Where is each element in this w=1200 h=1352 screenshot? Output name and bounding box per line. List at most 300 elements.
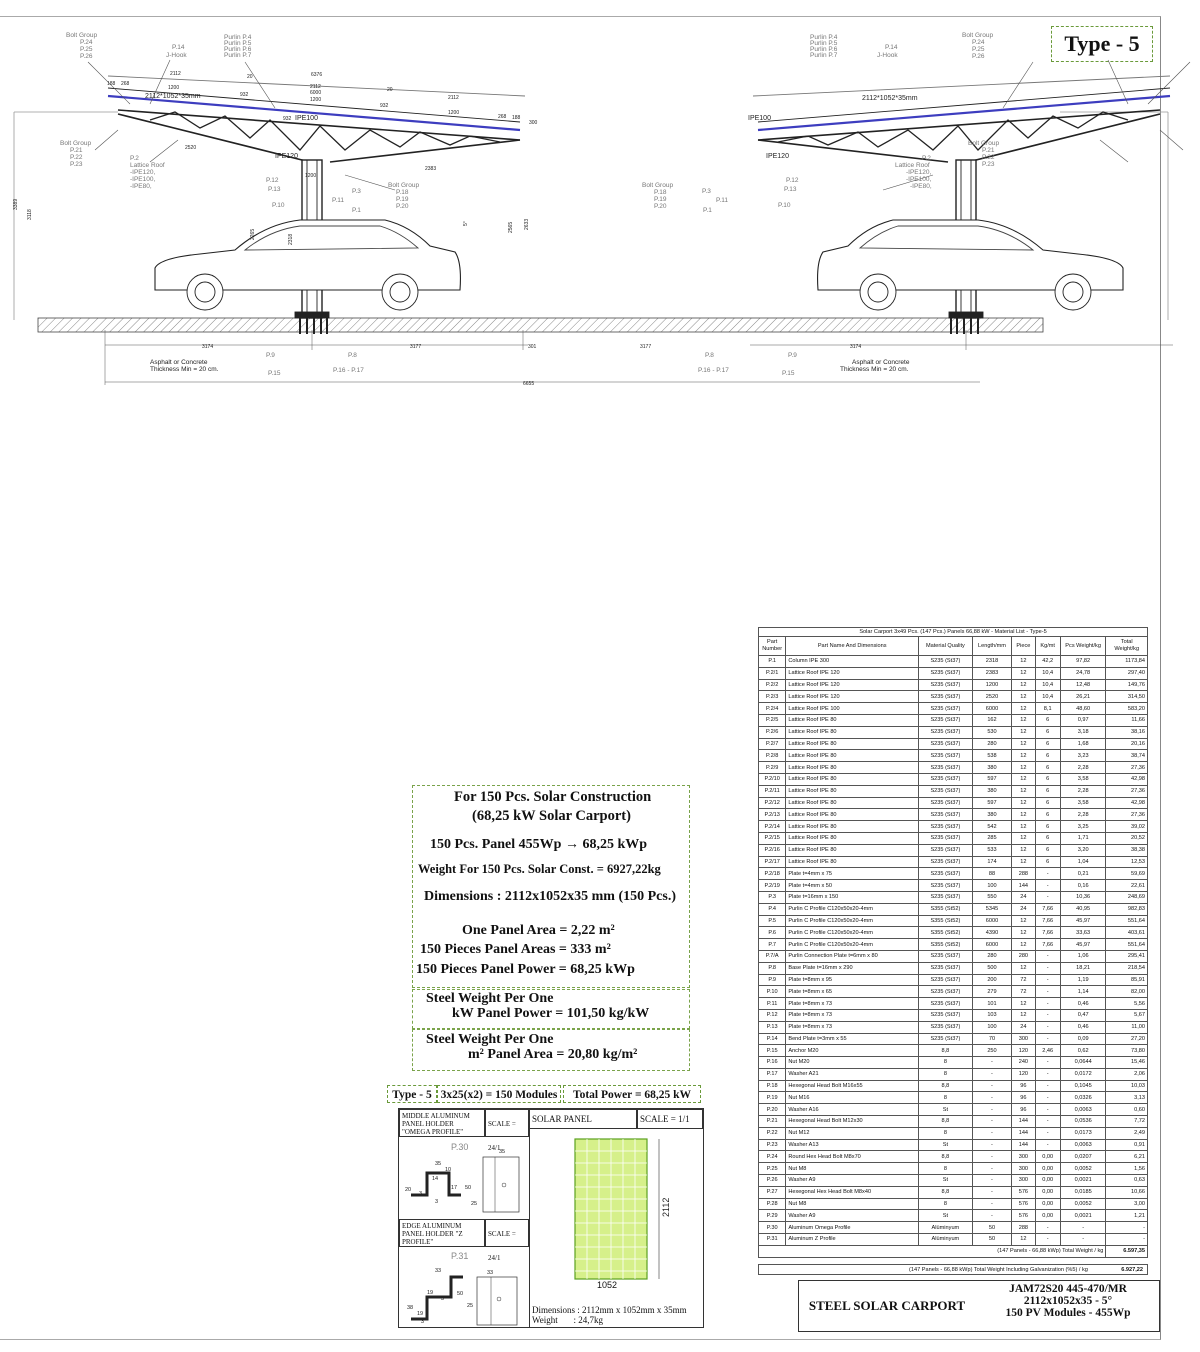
p31-label: P.31 — [451, 1251, 469, 1261]
table-cell: S235 (St37) — [919, 832, 973, 844]
table-cell: 0,0536 — [1060, 1116, 1106, 1128]
table-cell: 12 — [1012, 679, 1035, 691]
table-cell: 24 — [1012, 891, 1035, 903]
table-cell: 542 — [972, 821, 1012, 833]
table-cell: 12 — [1012, 785, 1035, 797]
table-cell: 0,0207 — [1060, 1151, 1106, 1163]
table-cell: Plate t=4mm x 75 — [786, 868, 919, 880]
table-cell: 0,16 — [1060, 880, 1106, 892]
table-cell: Alüminyum — [919, 1222, 973, 1234]
table-row — [759, 868, 1148, 880]
table-cell: 0,46 — [1060, 998, 1106, 1010]
right-panel-dim: 2112*1052*35mm — [862, 95, 918, 102]
table-cell: 0,0063 — [1060, 1104, 1106, 1116]
table-cell: S235 (St37) — [919, 1021, 973, 1033]
table-cell: Purlin C Profile C120x50x20-4mm — [786, 903, 919, 915]
total-value: 6.597,35 — [1106, 1245, 1148, 1257]
table-cell: Washer A21 — [786, 1068, 919, 1080]
table-cell: 2,46 — [1035, 1045, 1060, 1057]
table-cell: - — [1035, 986, 1060, 998]
table-cell: 8 — [919, 1092, 973, 1104]
table-row — [759, 962, 1148, 974]
spec-line-2: 2112x1052x35 - 5° — [1023, 1295, 1113, 1307]
right-p15: P.15 — [782, 370, 795, 377]
header-part-name: Part Name And Dimensions — [786, 637, 919, 656]
typebar-power: Total Power = 68,25 kW — [563, 1085, 701, 1103]
dim-2383: 2383 — [425, 166, 437, 172]
dim-301: 301 — [528, 344, 537, 350]
table-cell: 1200 — [972, 679, 1012, 691]
table-cell: 10,36 — [1060, 891, 1106, 903]
table-cell: P.2/12 — [759, 797, 786, 809]
table-cell: - — [972, 1186, 1012, 1198]
table-cell: St — [919, 1175, 973, 1187]
table-cell: 18,21 — [1060, 962, 1106, 974]
table-cell: 2,06 — [1106, 1068, 1148, 1080]
table-cell: S235 (St37) — [919, 1033, 973, 1045]
table-cell: 7,72 — [1106, 1116, 1148, 1128]
svg-text:33: 33 — [487, 1270, 494, 1276]
table-cell: 380 — [972, 785, 1012, 797]
dim-3177-a: 3177 — [410, 344, 422, 350]
table-cell: 6 — [1035, 821, 1060, 833]
table-cell: Lattice Roof IPE 120 — [786, 679, 919, 691]
table-cell: - — [972, 1163, 1012, 1175]
table-cell: P.2/4 — [759, 703, 786, 715]
table-cell: P.24 — [759, 1151, 786, 1163]
table-cell: 42,98 — [1106, 797, 1148, 809]
type-badge: Type - 5 — [1051, 26, 1153, 62]
right-lattice-roof: P.2 Lattice Roof -IPE120, -IPE100, -IPE80, — [895, 155, 932, 190]
table-cell: 24 — [1012, 1021, 1035, 1033]
table-cell: P.2/19 — [759, 880, 786, 892]
table-row — [759, 974, 1148, 986]
left-p11: P.11 — [332, 197, 345, 204]
table-cell: 0,62 — [1060, 1045, 1106, 1057]
table-cell: S235 (St37) — [919, 714, 973, 726]
left-p16-17: P.16 - P.17 — [333, 367, 364, 374]
table-cell: 12 — [1012, 797, 1035, 809]
table-cell: 73,80 — [1106, 1045, 1148, 1057]
table-cell: Lattice Roof IPE 80 — [786, 738, 919, 750]
table-cell: 3,20 — [1060, 844, 1106, 856]
table-cell: 27,36 — [1106, 762, 1148, 774]
table-cell: S235 (St37) — [919, 962, 973, 974]
table-cell: P.5 — [759, 915, 786, 927]
summary-title-1: For 150 Pcs. Solar Construction — [454, 789, 652, 805]
table-cell: 10,4 — [1035, 691, 1060, 703]
table-cell: 72 — [1012, 986, 1035, 998]
table-cell: 12,53 — [1106, 856, 1148, 868]
table-cell: 8,8 — [919, 1045, 973, 1057]
table-cell: - — [972, 1139, 1012, 1151]
dim-1200-a: 1200 — [168, 85, 180, 91]
table-cell: 0,91 — [1106, 1139, 1148, 1151]
table-row — [759, 1234, 1148, 1246]
table-cell: 0,00 — [1035, 1198, 1060, 1210]
table-cell: 1,19 — [1060, 974, 1106, 986]
table-cell: S235 (St37) — [919, 1009, 973, 1021]
table-cell: - — [972, 1092, 1012, 1104]
table-cell: 38,38 — [1106, 844, 1148, 856]
table-cell: 1,56 — [1106, 1163, 1148, 1175]
table-cell: 530 — [972, 726, 1012, 738]
header-part-number: Part Number — [759, 637, 786, 656]
table-cell: 0,63 — [1106, 1175, 1148, 1187]
table-cell: 250 — [972, 1045, 1012, 1057]
table-cell: 2383 — [972, 667, 1012, 679]
table-cell: 174 — [972, 856, 1012, 868]
table-cell: P.2/11 — [759, 785, 786, 797]
svg-text:25: 25 — [471, 1201, 478, 1207]
table-cell: 10,03 — [1106, 1080, 1148, 1092]
panel-height-dim: 2112 — [661, 1197, 671, 1217]
right-p9: P.9 — [788, 352, 797, 359]
left-p15: P.15 — [268, 370, 281, 377]
table-cell: Aluminum Z Profile — [786, 1234, 919, 1246]
table-cell: 403,61 — [1106, 927, 1148, 939]
table-cell: P.2/14 — [759, 821, 786, 833]
table-row — [759, 1139, 1148, 1151]
table-cell: 550 — [972, 891, 1012, 903]
table-cell: Nut M20 — [786, 1057, 919, 1069]
table-cell: 0,47 — [1060, 1009, 1106, 1021]
table-cell: P.2/15 — [759, 832, 786, 844]
table-cell: 10,4 — [1035, 667, 1060, 679]
table-cell: 85,91 — [1106, 974, 1148, 986]
summary-dimensions: Dimensions : 2112x1052x35 mm (150 Pcs.) — [424, 889, 676, 904]
svg-text:14: 14 — [432, 1176, 439, 1182]
svg-text:3: 3 — [435, 1199, 439, 1205]
table-cell: Plate t=16mm x 150 — [786, 891, 919, 903]
galv-value: 6.927,22 — [1121, 1267, 1143, 1273]
right-p8: P.8 — [705, 352, 714, 359]
table-row — [759, 1009, 1148, 1021]
table-cell: P.23 — [759, 1139, 786, 1151]
svg-text:50: 50 — [465, 1185, 472, 1191]
table-cell: 0,0063 — [1060, 1139, 1106, 1151]
table-cell: 12 — [1012, 667, 1035, 679]
table-cell: S235 (St37) — [919, 691, 973, 703]
table-cell: 533 — [972, 844, 1012, 856]
table-cell: 10,4 — [1035, 679, 1060, 691]
table-cell: 120 — [1012, 1045, 1035, 1057]
table-cell: P.2/10 — [759, 773, 786, 785]
table-cell: 72 — [1012, 974, 1035, 986]
table-cell: 45,97 — [1060, 939, 1106, 951]
table-cell: - — [1035, 1116, 1060, 1128]
table-cell: Lattice Roof IPE 80 — [786, 832, 919, 844]
table-cell: 1173,84 — [1106, 656, 1148, 668]
table-cell: 0,0052 — [1060, 1163, 1106, 1175]
table-cell: P.26 — [759, 1175, 786, 1187]
table-row — [759, 1175, 1148, 1187]
table-cell: 3,25 — [1060, 821, 1106, 833]
table-cell: 8 — [919, 1127, 973, 1139]
table-cell: P.2/13 — [759, 809, 786, 821]
table-cell: 300 — [1012, 1151, 1035, 1163]
panel-weight: Weight : 24,7kg — [532, 1315, 604, 1325]
table-row — [759, 714, 1148, 726]
left-lattice-roof: P.2 Lattice Roof -IPE120, -IPE100, -IPE80, — [130, 155, 165, 190]
dim-2265: 2265 — [250, 228, 256, 240]
summary-pieces-power: 150 Pieces Panel Power = 68,25 kWp — [416, 962, 635, 977]
table-row — [759, 809, 1148, 821]
table-cell: 12 — [1012, 844, 1035, 856]
table-cell: 1,68 — [1060, 738, 1106, 750]
dim-3177-b: 3177 — [640, 344, 652, 350]
svg-text:3: 3 — [419, 1191, 423, 1197]
table-cell: P.22 — [759, 1127, 786, 1139]
solar-panel-scale: SCALE = 1/1 — [637, 1109, 703, 1129]
table-row — [759, 1080, 1148, 1092]
table-row — [759, 903, 1148, 915]
table-cell: 1,14 — [1060, 986, 1106, 998]
table-cell: - — [972, 1104, 1012, 1116]
table-cell: 96 — [1012, 1104, 1035, 1116]
svg-text:50: 50 — [457, 1291, 464, 1297]
table-cell: Nut M16 — [786, 1092, 919, 1104]
dim-932-a: 932 — [240, 92, 249, 98]
table-cell: 10,66 — [1106, 1186, 1148, 1198]
table-cell: Bend Plate t=3mm x 55 — [786, 1033, 919, 1045]
svg-text:35: 35 — [499, 1149, 506, 1155]
table-row — [759, 1186, 1148, 1198]
table-cell: Lattice Roof IPE 80 — [786, 714, 919, 726]
table-cell: 33,63 — [1060, 927, 1106, 939]
table-cell: 2,49 — [1106, 1127, 1148, 1139]
table-cell: 24,78 — [1060, 667, 1106, 679]
table-cell: 26,21 — [1060, 691, 1106, 703]
summary-weight-line: Weight For 150 Pcs. Solar Const. = 6927,22kg — [418, 862, 661, 876]
table-row — [759, 691, 1148, 703]
table-cell: - — [972, 1080, 1012, 1092]
table-cell: 0,0052 — [1060, 1198, 1106, 1210]
table-row — [759, 726, 1148, 738]
table-row — [759, 750, 1148, 762]
table-cell: S355 (St52) — [919, 939, 973, 951]
right-purlins: Purlin P.4 Purlin P.5 Purlin P.6 Purlin P.7 — [810, 34, 838, 59]
right-p16-17: P.16 - P.17 — [698, 367, 729, 374]
table-cell: S235 (St37) — [919, 762, 973, 774]
table-cell: S355 (St52) — [919, 903, 973, 915]
table-cell: Lattice Roof IPE 80 — [786, 726, 919, 738]
table-cell: Plate t=4mm x 50 — [786, 880, 919, 892]
table-cell: Lattice Roof IPE 80 — [786, 856, 919, 868]
table-row — [759, 1045, 1148, 1057]
table-cell: 144 — [1012, 1139, 1035, 1151]
svg-text:3: 3 — [421, 1319, 425, 1325]
table-cell: 8,1 — [1035, 703, 1060, 715]
table-row — [759, 797, 1148, 809]
summary-title-2: (68,25 kW Solar Carport) — [472, 808, 631, 824]
table-cell: 248,69 — [1106, 891, 1148, 903]
table-cell: 20,52 — [1106, 832, 1148, 844]
table-cell: Hexegonal Hex Head Bolt M8x40 — [786, 1186, 919, 1198]
table-row — [759, 1222, 1148, 1234]
table-row — [759, 785, 1148, 797]
table-cell: 0,46 — [1060, 1021, 1106, 1033]
table-cell: 1,21 — [1106, 1210, 1148, 1222]
table-header-row — [759, 637, 1148, 656]
typebar-type: Type - 5 — [387, 1085, 437, 1103]
table-cell: 300 — [1012, 1175, 1035, 1187]
table-cell: 12 — [1012, 750, 1035, 762]
table-cell: - — [1035, 1139, 1060, 1151]
edge-holder-label: EDGE ALUMINUM PANEL HOLDER "Z PROFILE" — [399, 1219, 485, 1247]
middle-holder-scale: SCALE = 24/1 — [485, 1109, 529, 1137]
table-cell: 24 — [1012, 903, 1035, 915]
p30-label: P.30 — [451, 1142, 469, 1152]
table-cell: Lattice Roof IPE 120 — [786, 667, 919, 679]
table-cell: 300 — [1012, 1163, 1035, 1175]
table-row — [759, 1033, 1148, 1045]
table-cell: Lattice Roof IPE 80 — [786, 821, 919, 833]
header-length: Length/mm — [972, 637, 1012, 656]
table-cell: - — [972, 1068, 1012, 1080]
table-row — [759, 1021, 1148, 1033]
table-cell: P.11 — [759, 998, 786, 1010]
dim-932-b: 932 — [380, 103, 389, 109]
table-cell: 12 — [1012, 714, 1035, 726]
left-bolt-group-low: Bolt Group P.18 P.19 P.20 — [388, 182, 420, 210]
table-cell: 11,66 — [1106, 714, 1148, 726]
table-cell: 27,36 — [1106, 785, 1148, 797]
table-cell: P.14 — [759, 1033, 786, 1045]
table-cell: 6 — [1035, 809, 1060, 821]
dim-932-c: 932 — [283, 116, 292, 122]
table-row — [759, 927, 1148, 939]
table-cell: 101 — [972, 998, 1012, 1010]
table-cell: Hexegonal Head Bolt M16x55 — [786, 1080, 919, 1092]
table-cell: 0,0644 — [1060, 1057, 1106, 1069]
right-carport — [750, 60, 1190, 350]
dim-2565: 2565 — [508, 221, 514, 233]
panel-dimensions: Dimensions : 2112mm x 1052mm x 35mm — [532, 1305, 687, 1315]
right-p10: P.10 — [778, 202, 791, 209]
title-block-title: STEEL SOLAR CARPORT — [808, 1298, 966, 1313]
table-row — [759, 703, 1148, 715]
svg-text:35: 35 — [435, 1161, 442, 1167]
header-material: Material Quality — [919, 637, 973, 656]
table-row — [759, 891, 1148, 903]
table-cell: - — [1035, 1009, 1060, 1021]
table-cell: 12 — [1012, 832, 1035, 844]
table-row — [759, 844, 1148, 856]
table-cell: Lattice Roof IPE 120 — [786, 691, 919, 703]
table-cell: 12,48 — [1060, 679, 1106, 691]
table-row — [759, 1151, 1148, 1163]
table-cell: 100 — [972, 880, 1012, 892]
left-jhook: P.14 J-Hook — [166, 44, 187, 59]
table-cell: 96 — [1012, 1092, 1035, 1104]
table-cell: 288 — [1012, 868, 1035, 880]
table-cell: 38,74 — [1106, 750, 1148, 762]
spec-line-3: 150 PV Modules - 455Wp — [1005, 1307, 1131, 1319]
table-cell: 0,0021 — [1060, 1210, 1106, 1222]
dim-268-b: 268 — [498, 114, 507, 120]
table-cell: - — [1035, 1057, 1060, 1069]
table-cell: Washer A13 — [786, 1139, 919, 1151]
table-cell: Washer A9 — [786, 1175, 919, 1187]
table-body — [759, 656, 1148, 1246]
table-cell: - — [1060, 1234, 1106, 1246]
svg-text:25: 25 — [467, 1303, 474, 1309]
left-bolt-group-top: Bolt Group P.24 P.25 P.26 — [66, 32, 98, 60]
table-cell: P.17 — [759, 1068, 786, 1080]
dim-2112-b: 2112 — [310, 84, 321, 90]
table-cell: Purlin C Profile C120x50x20-4mm — [786, 939, 919, 951]
dim-3118: 3118 — [27, 209, 33, 220]
table-cell: 12 — [1012, 1009, 1035, 1021]
table-cell: 0,0185 — [1060, 1186, 1106, 1198]
table-cell: P.2/17 — [759, 856, 786, 868]
table-cell: Lattice Roof IPE 100 — [786, 703, 919, 715]
svg-text:20: 20 — [405, 1187, 412, 1193]
table-cell: S235 (St37) — [919, 656, 973, 668]
table-cell: 597 — [972, 797, 1012, 809]
table-cell: St — [919, 1104, 973, 1116]
table-cell: - — [972, 1116, 1012, 1128]
table-cell: S235 (St37) — [919, 738, 973, 750]
table-row — [759, 880, 1148, 892]
table-cell: 0,0173 — [1060, 1127, 1106, 1139]
table-cell: 0,1045 — [1060, 1080, 1106, 1092]
left-panel-dim: 2112*1052*35mm — [145, 93, 201, 100]
table-cell: 6 — [1035, 785, 1060, 797]
table-cell: P.7 — [759, 939, 786, 951]
table-cell: 5,67 — [1106, 1009, 1148, 1021]
table-cell: S355 (St52) — [919, 927, 973, 939]
table-cell: 597 — [972, 773, 1012, 785]
table-cell: 1,71 — [1060, 832, 1106, 844]
table-cell: S235 (St37) — [919, 726, 973, 738]
table-row — [759, 950, 1148, 962]
table-cell: 0,00 — [1035, 1151, 1060, 1163]
table-row — [759, 656, 1148, 668]
summary-steel-kw-2: kW Panel Power = 101,50 kg/kW — [452, 1006, 650, 1021]
table-cell: 0,09 — [1060, 1033, 1106, 1045]
table-cell: P.2/7 — [759, 738, 786, 750]
table-cell: P.2/2 — [759, 679, 786, 691]
table-cell: P.21 — [759, 1116, 786, 1128]
table-cell: 6 — [1035, 750, 1060, 762]
table-cell: 12 — [1012, 691, 1035, 703]
table-cell: 3,13 — [1106, 1092, 1148, 1104]
table-cell: Nut M8 — [786, 1198, 919, 1210]
table-cell: 8,8 — [919, 1116, 973, 1128]
dim-20-a: 20 — [247, 74, 253, 80]
table-row — [759, 1116, 1148, 1128]
table-cell: Lattice Roof IPE 80 — [786, 785, 919, 797]
table-cell: P.27 — [759, 1186, 786, 1198]
table-cell: Purlin Connection Plate t=6mm x 80 — [786, 950, 919, 962]
table-cell: 12 — [1012, 773, 1035, 785]
right-p12: P.12 — [786, 177, 799, 184]
table-row — [759, 1198, 1148, 1210]
table-cell: P.16 — [759, 1057, 786, 1069]
panel-width-dim: 1052 — [597, 1280, 618, 1290]
right-bolt-group-top: Bolt Group P.24 P.25 P.26 — [962, 32, 994, 60]
table-cell: P.2/8 — [759, 750, 786, 762]
table-cell: Lattice Roof IPE 80 — [786, 762, 919, 774]
table-cell: 0,0172 — [1060, 1068, 1106, 1080]
table-cell: 280 — [1012, 950, 1035, 962]
table-cell: 70 — [972, 1033, 1012, 1045]
summary-steel-m2-1: Steel Weight Per One — [426, 1032, 554, 1047]
table-cell: 0,00 — [1035, 1175, 1060, 1187]
table-cell: P.15 — [759, 1045, 786, 1057]
